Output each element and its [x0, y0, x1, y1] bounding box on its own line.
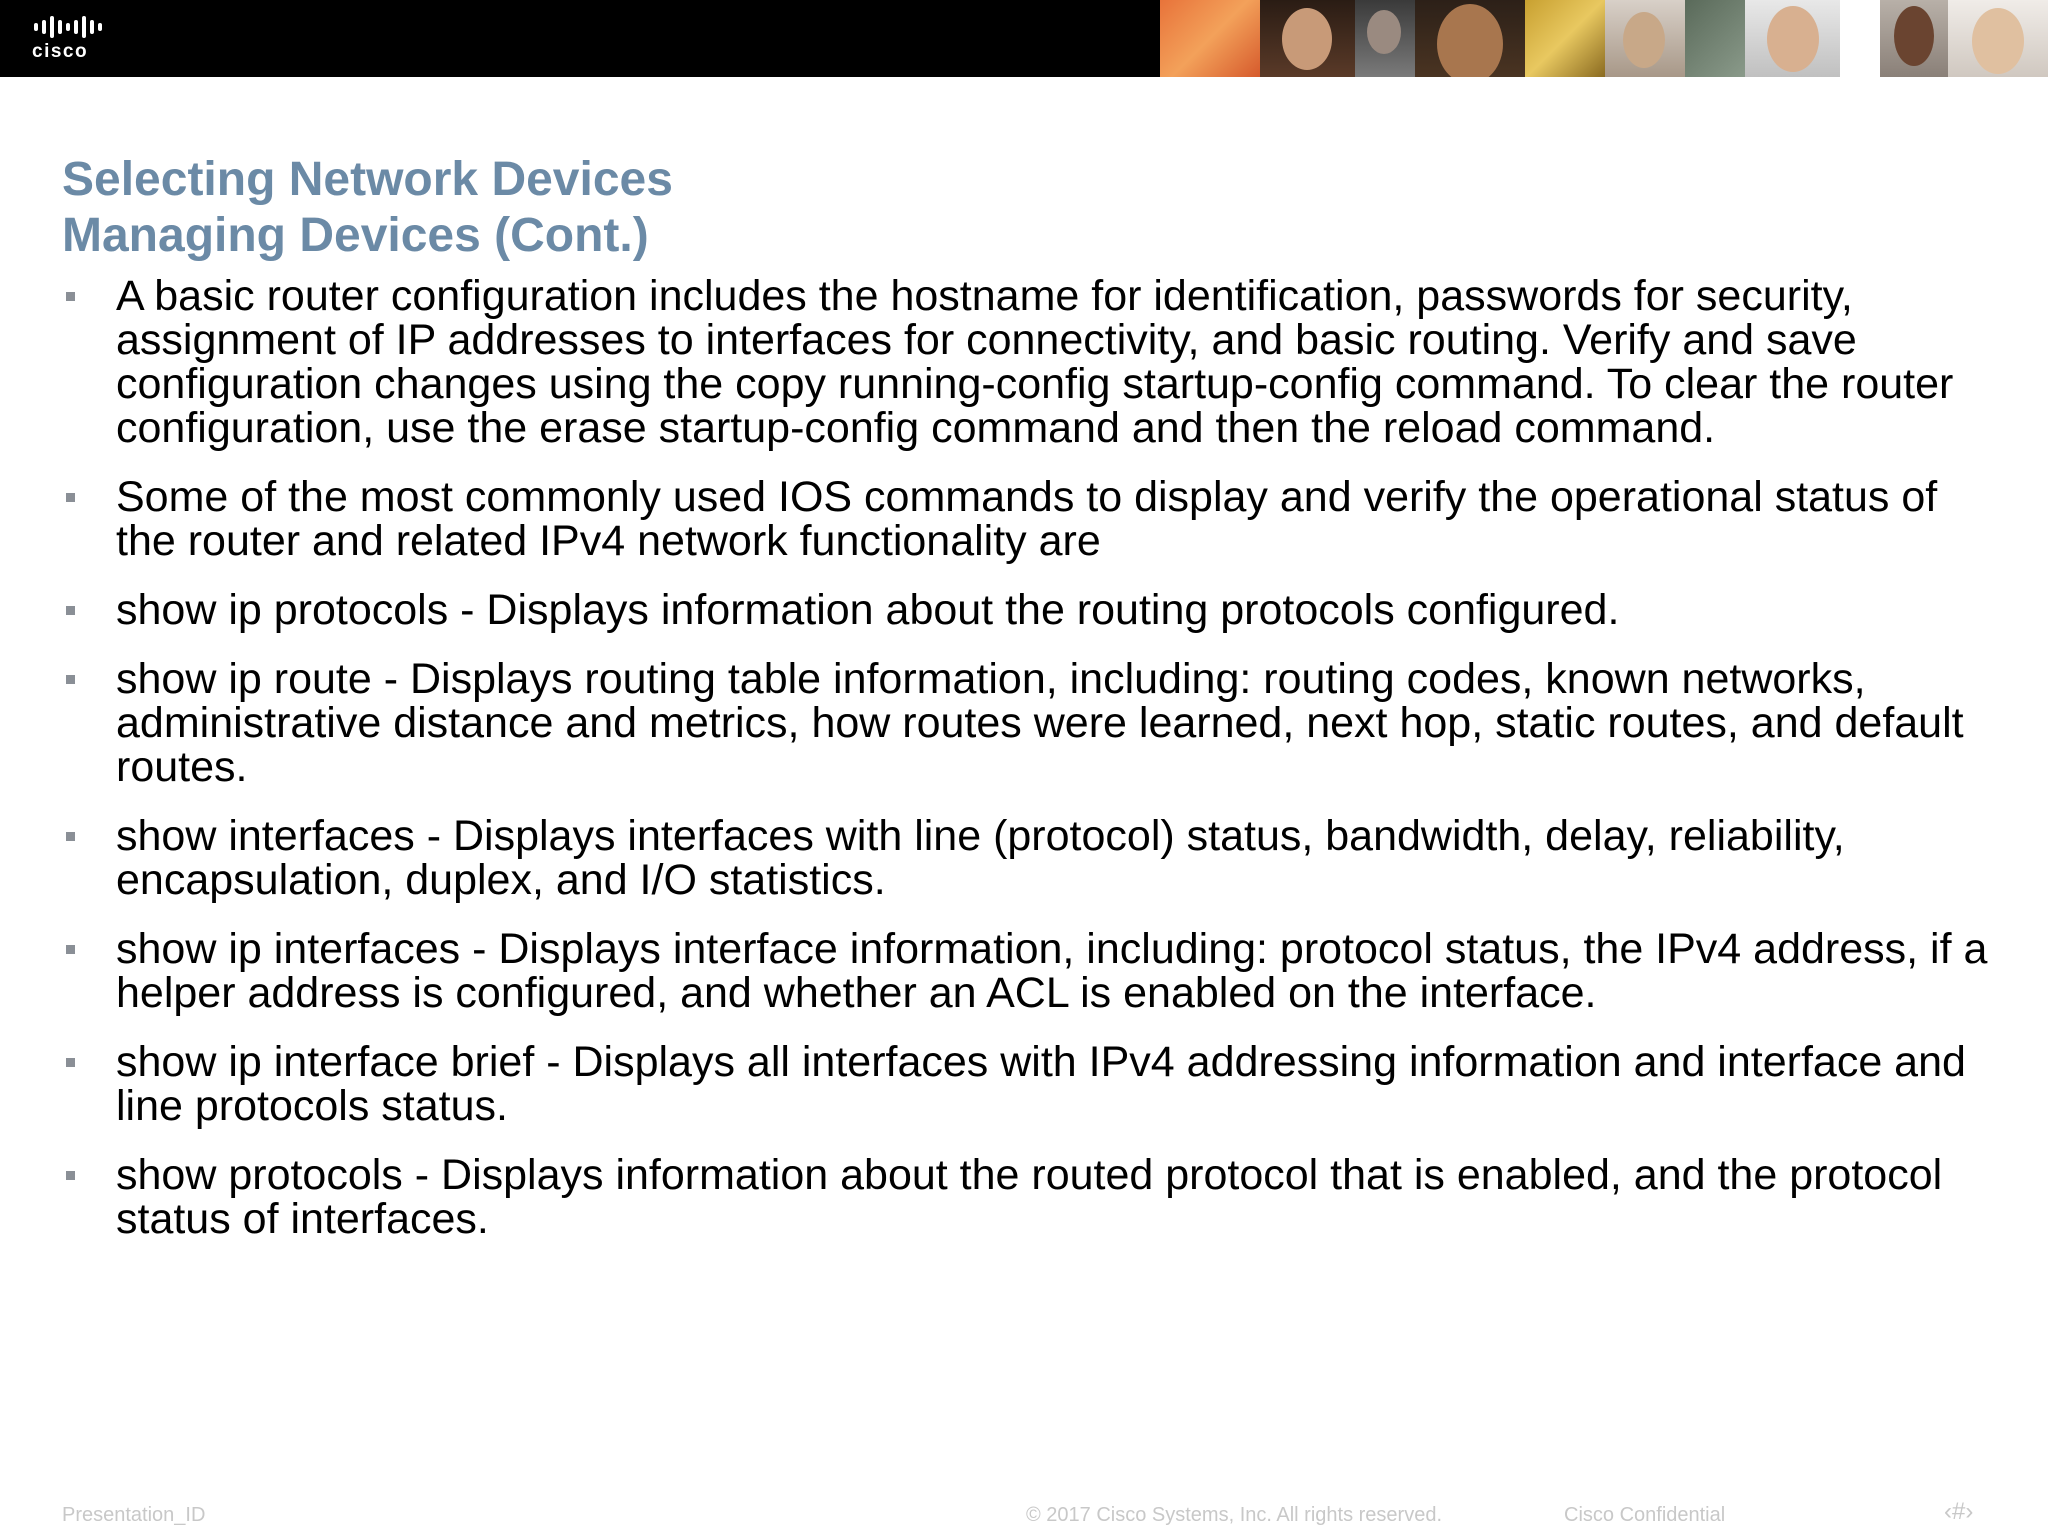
square-bullet-icon: [66, 1058, 75, 1067]
bullet-item: [62, 927, 2002, 1015]
square-bullet-icon: [66, 832, 75, 841]
bullet-item: [62, 1153, 2002, 1241]
header-photo: [1948, 0, 2048, 77]
confidential-label: Cisco Confidential: [1564, 1504, 1726, 1526]
copyright-notice: © 2017 Cisco Systems, Inc. All rights reserved.: [1026, 1504, 1443, 1526]
title-line-2: Managing Devices (Cont.): [62, 209, 649, 262]
bullet-text: show protocols - Displays information about the routed protocol that is enabled, and the protocol status of interfaces.: [116, 1151, 1943, 1243]
header-photo: [1160, 0, 1260, 77]
header-photo: [1880, 0, 1948, 77]
bullet-item: [62, 588, 2002, 632]
header-photo: [1605, 0, 1685, 77]
bullet-text: show interfaces - Displays interfaces with line (protocol) status, bandwidth, delay, reliability, encapsulation, duplex, and I/O statistics.: [116, 812, 1845, 904]
square-bullet-icon: [66, 292, 75, 301]
header-photo-strip: [1160, 0, 2048, 77]
header-photo: [1525, 0, 1605, 77]
presentation-id: Presentation_ID: [62, 1504, 206, 1526]
header-photo: [1685, 0, 1745, 77]
bullet-item: [62, 814, 2002, 902]
bullet-text: show ip protocols - Displays information about the routing protocols configured.: [116, 586, 1620, 634]
title-line-1: Selecting Network Devices: [62, 153, 673, 206]
bullet-text: show ip interfaces - Displays interface information, including: protocol status, the IPv4 address, if a helper address is configured, and whether an ACL is enabled on the interface.: [116, 925, 1988, 1017]
header-photo: [1415, 0, 1525, 77]
bullet-text: Some of the most commonly used IOS commands to display and verify the operational status of the router and related IPv4 network functionality are: [116, 473, 1938, 565]
square-bullet-icon: [66, 675, 75, 684]
cisco-logo: [32, 16, 122, 60]
page-number: ‹#›: [1944, 1498, 1974, 1525]
bullet-list: [62, 274, 2002, 1266]
square-bullet-icon: [66, 606, 75, 615]
cisco-wordmark: cisco: [32, 41, 89, 62]
bullet-item: [62, 274, 2002, 450]
slide-title: [62, 152, 673, 264]
bullet-text: show ip route - Displays routing table information, including: routing codes, known networks, administrative distance and metrics, how routes were learned, next hop, static routes, and default routes.: [116, 655, 1964, 791]
header-bar: [0, 0, 2048, 77]
cisco-bars-icon: [34, 16, 122, 38]
bullet-text: A basic router configuration includes the hostname for identification, passwords for security, assignment of IP addresses to interfaces for connectivity, and basic routing. Verify and save configuration changes using the copy running-config startup-config command. To clear the router configuration, use the erase startup-config command and then the reload command.: [116, 272, 1954, 452]
bullet-item: [62, 657, 2002, 789]
square-bullet-icon: [66, 945, 75, 954]
bullet-text: show ip interface brief - Displays all interfaces with IPv4 addressing information and interface and line protocols status.: [116, 1038, 1966, 1130]
header-photo: [1840, 0, 1880, 77]
header-photo: [1355, 0, 1415, 77]
square-bullet-icon: [66, 1171, 75, 1180]
header-photo: [1260, 0, 1355, 77]
bullet-item: [62, 475, 2002, 563]
header-photo: [1745, 0, 1840, 77]
bullet-item: [62, 1040, 2002, 1128]
square-bullet-icon: [66, 493, 75, 502]
